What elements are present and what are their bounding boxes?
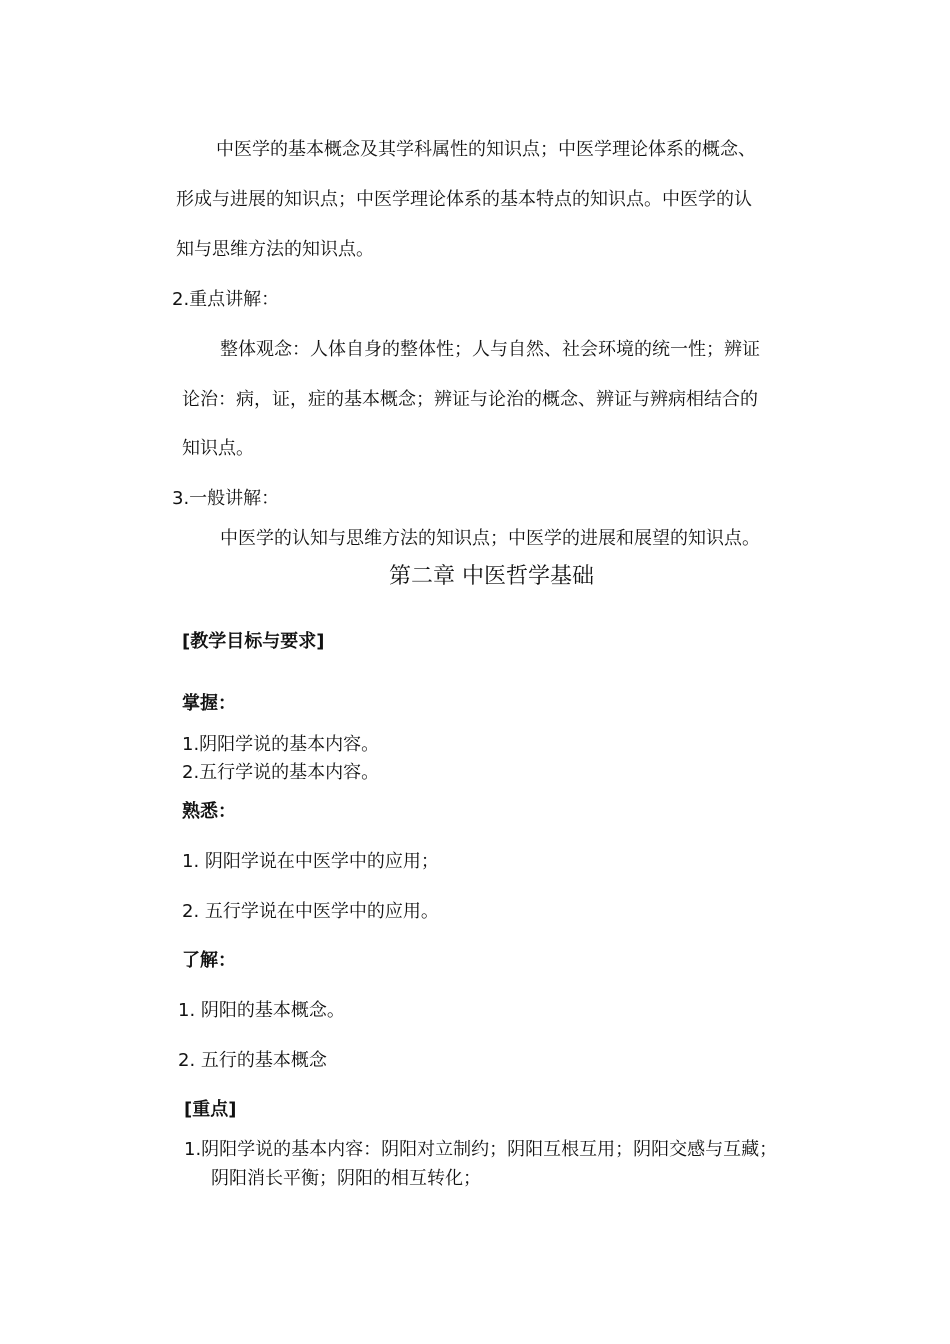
general-section-heading: 3.一般讲解： bbox=[172, 488, 280, 509]
familiar-item-2: 2. 五行学说在中医学中的应用。 bbox=[182, 901, 439, 922]
master-item-1: 1.阴阳学说的基本内容。 bbox=[182, 734, 380, 755]
chapter-title: 第二章 中医哲学基础 bbox=[389, 564, 594, 589]
understand-label: 了解： bbox=[182, 950, 236, 971]
intro-line-2: 形成与进展的知识点；中医学理论体系的基本特点的知识点。中医学的认 bbox=[176, 189, 752, 210]
key-section-heading: 2.重点讲解： bbox=[172, 289, 280, 310]
key-points-heading: [重点] bbox=[184, 1099, 237, 1120]
familiar-label: 熟悉： bbox=[182, 801, 236, 822]
understand-item-1: 1. 阴阳的基本概念。 bbox=[178, 1000, 345, 1021]
key-section-line-1: 整体观念：人体自身的整体性；人与自然、社会环境的统一性；辨证 bbox=[220, 339, 760, 360]
master-label: 掌握： bbox=[182, 693, 236, 714]
key-section-line-2: 论治：病，证，症的基本概念；辨证与论治的概念、辨证与辨病相结合的 bbox=[182, 389, 758, 410]
intro-line-1: 中医学的基本概念及其学科属性的知识点；中医学理论体系的概念、 bbox=[216, 139, 756, 160]
objectives-heading: [教学目标与要求] bbox=[182, 631, 325, 652]
key-section-line-3: 知识点。 bbox=[182, 438, 254, 459]
familiar-item-1: 1. 阴阳学说在中医学中的应用； bbox=[182, 851, 439, 872]
key-points-line-1: 1.阴阳学说的基本内容：阴阳对立制约；阴阳互根互用；阴阳交感与互藏； bbox=[184, 1139, 778, 1160]
intro-line-3: 知与思维方法的知识点。 bbox=[176, 239, 374, 260]
key-points-line-2: 阴阳消长平衡；阴阳的相互转化； bbox=[211, 1168, 481, 1189]
general-section-line-1: 中医学的认知与思维方法的知识点；中医学的进展和展望的知识点。 bbox=[220, 528, 760, 549]
understand-item-2: 2. 五行的基本概念 bbox=[178, 1050, 327, 1071]
master-item-2: 2.五行学说的基本内容。 bbox=[182, 762, 380, 783]
